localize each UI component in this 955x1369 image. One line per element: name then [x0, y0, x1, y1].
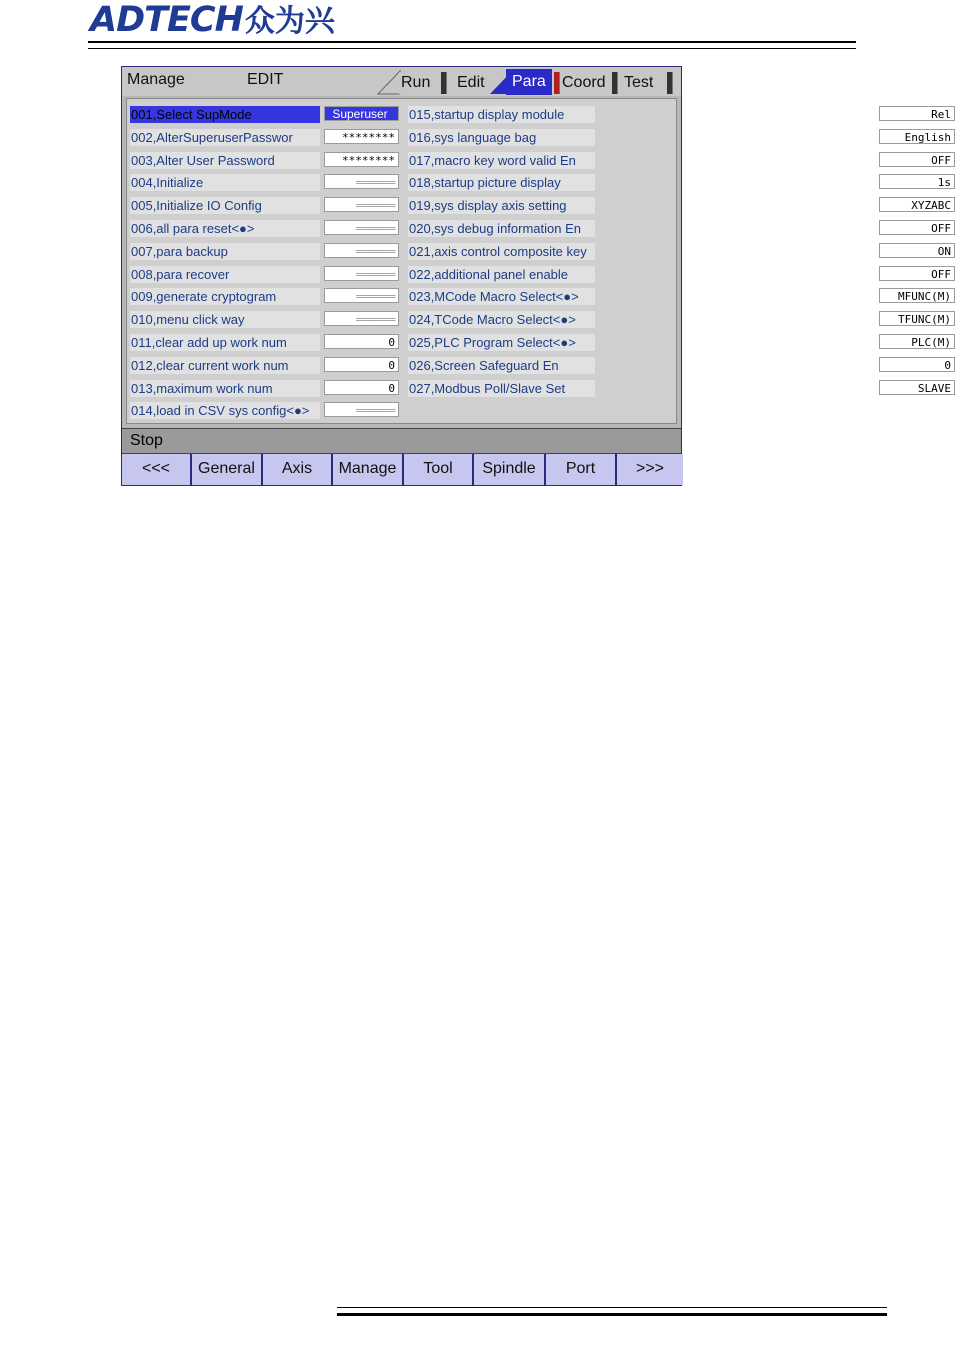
param-label: 004,Initialize: [130, 174, 320, 191]
param-row[interactable]: [408, 197, 955, 216]
tab-separator: [612, 72, 618, 94]
param-row[interactable]: [408, 334, 955, 353]
param-row[interactable]: [408, 220, 955, 239]
status-text: Stop: [130, 432, 163, 449]
param-row[interactable]: [130, 129, 399, 148]
param-value-field[interactable]: English: [879, 129, 955, 144]
softkey-spindle[interactable]: Spindle: [474, 454, 546, 485]
param-row[interactable]: [130, 174, 399, 193]
param-row[interactable]: [408, 266, 955, 285]
softkey-axis[interactable]: Axis: [263, 454, 333, 485]
param-label: 009,generate cryptogram: [130, 288, 320, 305]
softkey-manage[interactable]: Manage: [333, 454, 404, 485]
tab-para[interactable]: Para: [506, 69, 552, 95]
param-row[interactable]: [408, 380, 955, 399]
param-row[interactable]: [130, 152, 399, 171]
param-value-field[interactable]: 0: [324, 334, 399, 349]
header-rule-thin: [88, 48, 856, 49]
param-row[interactable]: [408, 288, 955, 307]
param-row[interactable]: [130, 380, 399, 399]
param-row[interactable]: [130, 402, 399, 421]
param-label: 023,MCode Macro Select<●>: [408, 288, 595, 305]
param-value-field[interactable]: Rel: [879, 106, 955, 121]
tab-edit[interactable]: Edit: [455, 72, 485, 94]
param-label: 017,macro key word valid En: [408, 152, 595, 169]
param-value-field[interactable]: MFUNC(M): [879, 288, 955, 303]
softkey-bar: [122, 454, 681, 485]
param-label: 018,startup picture display: [408, 174, 595, 191]
cnc-screen: [121, 66, 951, 486]
tab-separator: [441, 72, 447, 94]
param-value-field[interactable]: =======: [324, 220, 399, 235]
param-row[interactable]: [408, 357, 955, 376]
param-value-field[interactable]: ********: [324, 129, 399, 144]
param-label: 007,para backup: [130, 243, 320, 260]
param-label: 027,Modbus Poll/Slave Set: [408, 380, 595, 397]
param-value-field[interactable]: OFF: [879, 266, 955, 281]
softkey-prev-page[interactable]: <<<: [122, 454, 192, 485]
param-value-field[interactable]: =======: [324, 197, 399, 212]
param-label: 006,all para reset<●>: [130, 220, 320, 237]
param-label: 014,load in CSV sys config<●>: [130, 402, 320, 419]
logo-chinese: 众为兴: [244, 4, 335, 39]
param-label: 016,sys language bag: [408, 129, 595, 146]
param-value-field[interactable]: PLC(M): [879, 334, 955, 349]
param-row[interactable]: [408, 311, 955, 330]
header-rule: [88, 41, 856, 43]
param-row[interactable]: [408, 152, 955, 171]
param-label: 020,sys debug information En: [408, 220, 595, 237]
sub-mode-label: EDIT: [247, 71, 284, 88]
param-value-field[interactable]: SLAVE: [879, 380, 955, 395]
title-bar: [122, 67, 681, 96]
tab-coord[interactable]: Coord: [560, 72, 606, 94]
param-label: 002,AlterSuperuserPasswor: [130, 129, 320, 146]
param-row[interactable]: [130, 197, 399, 216]
softkey-next-page[interactable]: >>>: [617, 454, 683, 485]
param-label: 024,TCode Macro Select<●>: [408, 311, 595, 328]
param-label: 021,axis control composite key: [408, 243, 595, 260]
param-label: 005,Initialize IO Config: [130, 197, 320, 214]
param-row[interactable]: [130, 288, 399, 307]
param-label: 011,clear add up work num: [130, 334, 320, 351]
param-label: 025,PLC Program Select<●>: [408, 334, 595, 351]
param-label: 012,clear current work num: [130, 357, 320, 374]
param-value-field[interactable]: 0: [324, 380, 399, 395]
param-value-field[interactable]: OFF: [879, 152, 955, 167]
parameter-panel: [126, 98, 951, 424]
param-value-field[interactable]: 0: [879, 357, 955, 372]
status-bar: [122, 428, 681, 454]
param-label: 003,Alter User Password: [130, 152, 320, 169]
param-row[interactable]: [130, 334, 399, 353]
param-row[interactable]: [130, 266, 399, 285]
param-row[interactable]: [408, 243, 955, 262]
param-value-field[interactable]: =======: [324, 402, 399, 417]
param-row[interactable]: [408, 129, 955, 148]
param-row[interactable]: [130, 106, 399, 125]
param-label: 015,startup display module: [408, 106, 595, 123]
param-row[interactable]: [408, 106, 955, 125]
param-label: 001,Select SupMode: [130, 106, 320, 123]
param-value-field[interactable]: OFF: [879, 220, 955, 235]
param-value-field[interactable]: =======: [324, 266, 399, 281]
softkey-general[interactable]: General: [192, 454, 263, 485]
param-value-field[interactable]: =======: [324, 243, 399, 258]
tab-separator: [667, 72, 673, 94]
mode-label: Manage: [127, 71, 185, 88]
tab-run[interactable]: Run: [399, 72, 430, 94]
softkey-tool[interactable]: Tool: [404, 454, 474, 485]
param-value-field[interactable]: =======: [324, 288, 399, 303]
param-value-field[interactable]: Superuser: [324, 106, 399, 121]
param-value-field[interactable]: =======: [324, 174, 399, 189]
param-row[interactable]: [130, 311, 399, 330]
footer-rule: [337, 1313, 887, 1316]
param-value-field[interactable]: 1s: [879, 174, 955, 189]
param-value-field[interactable]: =======: [324, 311, 399, 326]
param-value-field[interactable]: XYZABC: [879, 197, 955, 212]
logo-latin: ADTECH: [90, 0, 243, 40]
tab-test[interactable]: Test: [622, 72, 653, 94]
param-label: 008,para recover: [130, 266, 320, 283]
param-row[interactable]: [408, 174, 955, 193]
param-label: 010,menu click way: [130, 311, 320, 328]
param-label: 019,sys display axis setting: [408, 197, 595, 214]
param-row[interactable]: [130, 357, 399, 376]
param-value-field[interactable]: TFUNC(M): [879, 311, 955, 326]
param-label: 022,additional panel enable: [408, 266, 595, 283]
tab-slant-decoration: [378, 71, 400, 94]
param-value-field[interactable]: ********: [324, 152, 399, 167]
softkey-port[interactable]: Port: [546, 454, 617, 485]
footer-rule-thin: [337, 1307, 887, 1308]
param-value-field[interactable]: ON: [879, 243, 955, 258]
param-row[interactable]: [130, 220, 399, 239]
param-row[interactable]: [130, 243, 399, 262]
param-value-field[interactable]: 0: [324, 357, 399, 372]
adtech-logo: [90, 2, 335, 38]
param-label: 026,Screen Safeguard En: [408, 357, 595, 374]
param-label: 013,maximum work num: [130, 380, 320, 397]
